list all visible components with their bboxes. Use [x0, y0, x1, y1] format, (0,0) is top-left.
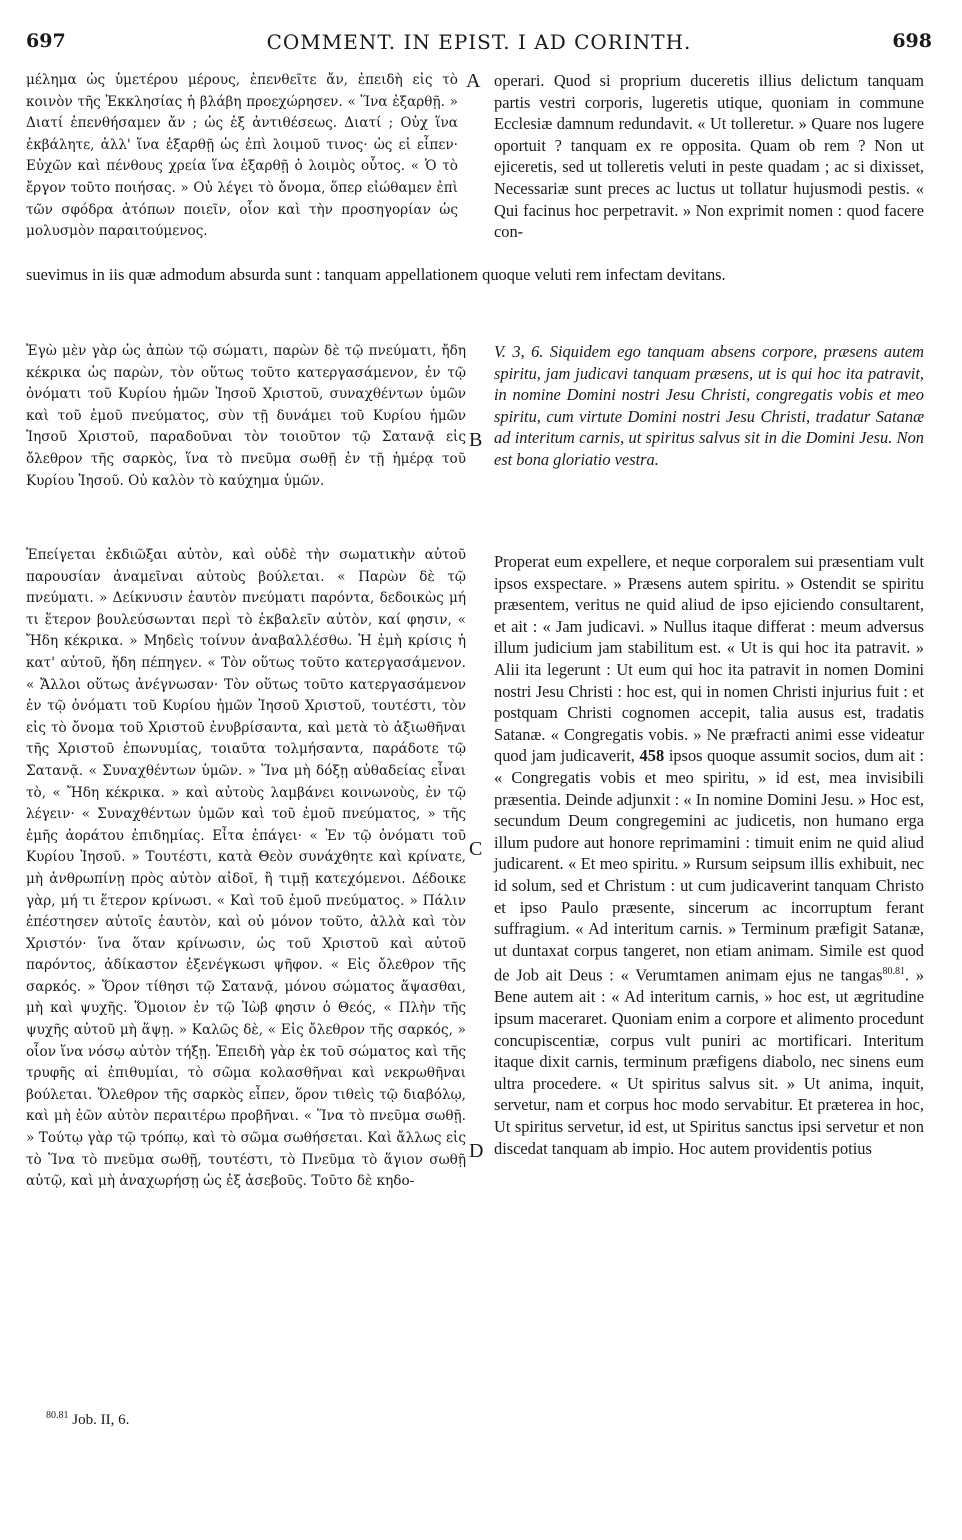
- latin-scripture-verse: V. 3, 6. Siquidem ego tanquam absens corpore, præsens autem spiritu, jam judicavi tanquam præsens, ut is qui hoc ita patravit, in nomine Domini nostri Jesu Christi, congregatis vobis et meo spiritu, cum virtute Domini nostri Jesu Christi, tradatur Satanæ ad interitum carnis, ut spiritus salvus sit in die Domini Jesu. Non est bona gloriatio vestra.: [494, 342, 924, 469]
- footnote: [46, 1406, 446, 1430]
- margin-marker-c: C: [469, 838, 483, 860]
- latin-commentary-block-2: [494, 551, 924, 1159]
- margin-marker-a: A: [466, 70, 481, 92]
- running-title: COMMENT. IN EPIST. I AD CORINTH.: [266, 30, 692, 54]
- latin-commentary-continuation: suevimus in iis quæ admodum absurda sunt : tanquam appellationem quoque veluti rem infectam devitans.: [26, 265, 726, 284]
- page-number-left: 697: [26, 30, 66, 52]
- latin-commentary-block-1: operari. Quod si proprium duceretis illius delictum tanquam partis vestri corporis, lugeretis utique, quoniam in commune Ecclesiæ damnum redundavit. « Ut tolleretur. » Quare nos lugere oportuit ? tanquam ex re opposita. Quam ob rem ? Non ut ejiceretis, sed ut tolleretis veluti in peste quadam ; ac si dixisset, Necessariæ sunt preces ac luctus ut tollatur hujusmodi pestis. « Qui facinus hoc perpetravit. » Non exprimit nomen : quod facere con-: [494, 71, 924, 242]
- latin-text-before-colnum: Properat eum expellere, et neque corporalem sui præsentiam vult ipsos exspectare. » Præsens autem spiritu. » Ostendit se spiritu præsentem, veritus ne quid aliud de ipso ejiciendo consultarent, et ait : « Jam judicavi. » Nullus itaque differat : meum adversus illum judicium jam stabilitum est. « Ut is qui hoc ita patravit. » Alii ita legerunt : Ut eum qui hoc ita patravit in nomen Domini nostri Jesu Christi : hoc est, qui in nomen Christi injurius fuit : et postquam Christi cognomen accepit, talia ausus est, tradatis Satanæ. « Congregatis vobis. » Ne præfracti animi esse videatur quod jam judicaverit,: [494, 552, 924, 766]
- footnote-number: 80.81: [46, 1410, 69, 1421]
- margin-marker-b: B: [469, 429, 483, 451]
- page-number-right: 698: [892, 30, 932, 52]
- greek-commentary-block-1: μέλημα ὡς ὑμετέρου μέρους, ἐπενθεῖτε ἄν, ἐπειδὴ εἰς τὸ κοινὸν τῆς Ἐκκλησίας ἡ βλάβη προεχώρησεν. « Ἵνα ἐξαρθῇ. » Διατί ἐπενθήσαμεν ἄν ; ὡς ἐξ ἀντιθέσεως. Διατί ; Οὐχ ἵνα ἐκβάλητε, ἀλλ' ἵνα ἐξαρθῇ ὡς ἐπὶ λοιμοῦ τινος· ὡς εἰ εἶπεν· Εὐχῶν καὶ πένθους χρεία ἵνα ἐξαρθῇ ὁ λοιμὸς οὗτος. « Ὁ τὸ ἔργον τοῦτο ποιήσας. » Οὐ λέγει τὸ ὄνομα, ὅπερ εἰώθαμεν ἐπὶ τῶν σφόδρα ἀτόπων ποιεῖν, οἷον καὶ τὴν προσηγορίαν ὡς μολυσμὸν παραιτούμενος.: [26, 72, 458, 240]
- column-number: 458: [639, 746, 665, 766]
- footnote-reference: 80.81: [882, 966, 905, 978]
- margin-marker-d: D: [469, 1140, 484, 1162]
- greek-scripture-verse: Ἐγὼ μὲν γὰρ ὡς ἀπὼν τῷ σώματι, παρὼν δὲ τῷ πνεύματι, ἤδη κέκρικα ὡς παρὼν, τὸν οὕτως τοῦτο κατεργασάμενον, ἐν τῷ ὀνόματι τοῦ Κυρίου ἡμῶν Ἰησοῦ Χριστοῦ, συναχθέντων ὑμῶν καὶ τοῦ ἐμοῦ πνεύματος, σὺν τῇ δυνάμει τοῦ Κυρίου ἡμῶν Ἰησοῦ Χριστοῦ, παραδοῦναι τὸν τοιοῦτον τῷ Σατανᾷ εἰς ὄλεθρον τῆς σαρκὸς, ἵνα τὸ πνεῦμα σωθῇ ἐν τῇ ἡμέρᾳ τοῦ Κυρίου Ἰησοῦ. Οὐ καλὸν τὸ καύχημα ὑμῶν.: [26, 343, 466, 489]
- running-header: [26, 30, 932, 58]
- latin-text-tail: . » Bene autem ait : « Ad interitum carnis, » hoc est, ut ægritudine ipsum maceraret. Quoniam enim a corpore et alimento procedunt concupiscentiæ, corpus vult puniri ac mortificari. Interitum itaque dixit carnis, terminum præfigens diabolo, nec sinens eum ultra procedere. « Ut spiritus salvus sit. » Ut anima, inquit, servetur, nam et corpus hoc modo servabitur. Et præterea in hoc, Ut spiritus servetur, id est, ut Spiritus sanctus ipsi servetur et non discedat tanquam ab impio. Hoc autem providentis potius: [494, 965, 925, 1158]
- latin-text-after-colnum: ipsos quoque assumit socios, dum ait : « Congregatis vobis et meo spiritu, » id est, mea invisibili præsentia. Deinde adjunxit : « In nomine Domini Jesu. » Hoc est, secundum Deum congregemini ac judicetis, non humano erga illum pudore aut honore reprimamini : timuit enim ne quid aliud judicarent. « Et meo spiritu. » Rursum seipsum illis exhibuit, nec id solum, sed et Christum : ut cum judicaverint tanquam Christo et ipso Paulo præsente, sincerum ac incorruptum ferant suffragium. « Ad interitum carnis. » Terminum præfigit Satanæ, ut duntaxat corpus tangeret, non etiam animam. Simile est quod de Job ait Deus : « Verumtamen animam ejus ne tangas: [494, 746, 924, 985]
- footnote-text: Job. II, 6.: [72, 1412, 130, 1428]
- greek-commentary-block-2: Ἐπείγεται ἐκδιῶξαι αὐτὸν, καὶ οὐδὲ τὴν σωματικὴν αὐτοῦ παρουσίαν ἀναμεῖναι αὐτοὺς βούλεται. « Παρὼν δὲ τῷ πνεύματι. » Δείκνυσιν ἑαυτὸν πνεύματι παρόντα, δεδοικὼς μή τι ἕτερον βουλεύσωνται περὶ τὸ ἐκβαλεῖν αὐτὸν, καί φησιν, « Ἤδη κέκρικα. » Μηδεὶς τοίνυν ἀναβαλλέσθω. Ἡ ἐμὴ κρίσις ἡ κατ' αὐτοῦ, ἤδη πέπηγεν. « Τὸν οὕτως τοῦτο κατεργασάμενον. « Ἄλλοι οὕτως ἀνέγνωσαν· Τὸν οὕτως τοῦτο κατεργασάμενον ἐν τῷ ὀνόματι τοῦ Κυρίου ἡμῶν Ἰησοῦ Χριστοῦ, τουτέστι, τὸν εἰς τὸ ὄνομα τοῦ Χριστοῦ ἐνυβρίσαντα, καὶ μετὰ τὸ ἀξιωθῆναι τῆς Χριστοῦ ἐπωνυμίας, τοιαῦτα τολμήσαντα, παράδοτε τῷ Σατανᾷ. « Συναχθέντων ὑμῶν. » Ἵνα μὴ δόξῃ αὐθαδείας εἶναι τὸ, « Ἤδη κέκρικα. » καὶ αὐτοὺς λαμβάνει κοινωνοὺς, ἐν τῷ λέγειν· « Συναχθέντων ὑμῶν καὶ τοῦ ἐμοῦ πνεύματος, » τῆς ἐμῆς ἀοράτου ἐπιδημίας. Εἶτα ἐπάγει· « Ἐν τῷ ὀνόματι τοῦ Κυρίου Ἰησοῦ. » Τουτέστι, κατὰ Θεὸν συνάχθητε καὶ κρίνατε, μὴ ἀνθρωπίνῃ πρὸς αὐτὸν αἰδοῖ, ἢ τιμῇ κατεχόμενοι. Δέδοικε γὰρ, μή τι ἕτερον κρίνωσι. « Καὶ τοῦ ἐμοῦ πνεύματος. » Πάλιν ἐπέστησεν αὐτοῖς ἑαυτὸν, καὶ οὐ μόνον τοῦτο, ἀλλὰ καὶ τὸν Χριστόν· ἵνα ὅταν κρίνωσιν, ὡς τοῦ Χριστοῦ καὶ αὐτοῦ παρόντος, ἀδίκαστον ἐξενέγκωσι ψῆφον. « Εἰς ὄλεθρον τῆς σαρκός. » Ὅρον τίθησι τῷ Σατανᾷ, μόνου σώματος ἅψασθαι, μὴ καὶ ψυχῆς. Ὅμοιον ἐν τῷ Ἰὼβ φησιν ὁ Θεός, « Πλὴν τῆς ψυχῆς αὐτοῦ μὴ ἅψῃ. » Καλῶς δὲ, « Εἰς ὄλεθρον τῆς σαρκός, » οἷον ἵνα νόσῳ αὐτὸν τήξῃ. Ἐπειδὴ γὰρ ἐκ τοῦ σώματος καὶ τῆς τρυφῆς αἱ ἐπιθυμίαι, τὸ σῶμα κολασθῆναι καὶ νεκρωθῆναι βούλεται. Ὄλεθρον τῆς σαρκὸς εἶπεν, ὅρον τιθεὶς τῷ διαβόλῳ, καὶ μὴ ἐῶν αὐτὸν περαιτέρω προβῆναι. « Ἵνα τὸ πνεῦμα σωθῇ. » Τούτῳ γὰρ τῷ τρόπῳ, καὶ τὸ σῶμα σωθήσεται. Καὶ ἄλλως εἰς τὸ Ἵνα τὸ πνεῦμα σωθῇ, τουτέστι, τὸ Πνεῦμα τὸ ἅγιον σωθῇ αὐτῷ, καὶ μὴ ἀναχωρήσῃ ὡς ἐξ ἀσεβοῦς. Τοῦτο δὲ κηδο-: [26, 547, 466, 1190]
